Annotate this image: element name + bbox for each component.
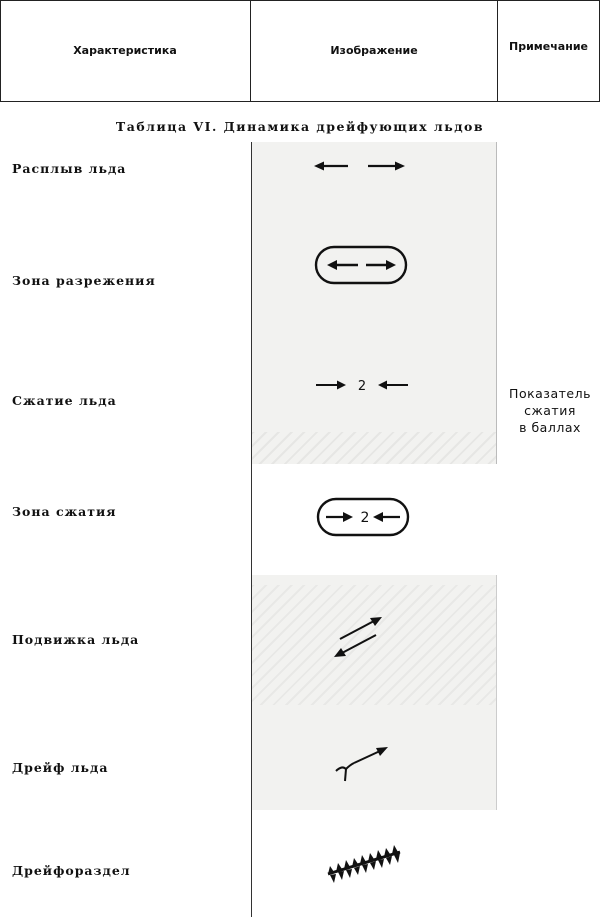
compression-zone-value: 2 (360, 510, 370, 526)
note-line-1: Показатель (509, 386, 591, 401)
two-arrows-apart-icon (310, 158, 410, 174)
capsule-two-arrows-icon (314, 245, 408, 285)
row-label-ice-compression: Сжатие льда (12, 393, 117, 408)
note-compression-index (498, 385, 600, 436)
arrows-converging-number-icon (312, 375, 412, 395)
image-column-right-edge-middle (496, 575, 497, 810)
header-note: Примечание (509, 40, 588, 53)
row-label-ice-shift: Подвижка льда (12, 632, 140, 647)
note-line-2: сжатия (524, 403, 576, 418)
image-column-right-edge-upper (496, 142, 497, 464)
forked-arrow-icon (332, 745, 392, 785)
opposite-diagonal-arrows-icon (330, 615, 386, 661)
header-bottom-border (0, 101, 600, 102)
note-line-3: в баллах (519, 420, 581, 435)
scan-hatch-upper (252, 432, 497, 464)
row-label-rarefaction-zone: Зона разрежения (12, 273, 156, 288)
row-label-compression-zone: Зона сжатия (12, 504, 117, 519)
toothed-line-icon (322, 838, 406, 888)
row-label-ice-spreading: Расплыв льда (12, 161, 127, 176)
header-image: Изображение (330, 44, 418, 57)
scan-panel-upper (252, 142, 497, 464)
capsule-converging-number-icon (316, 497, 410, 537)
image-column-left-edge (251, 142, 252, 917)
table-title: Таблица VI. Динамика дрейфующих льдов (115, 119, 485, 134)
header-characteristic: Характеристика (73, 44, 177, 57)
row-label-drift-divide: Дрейфораздел (12, 863, 131, 878)
compression-value: 2 (357, 379, 367, 394)
row-label-ice-drift: Дрейф льда (12, 760, 109, 775)
